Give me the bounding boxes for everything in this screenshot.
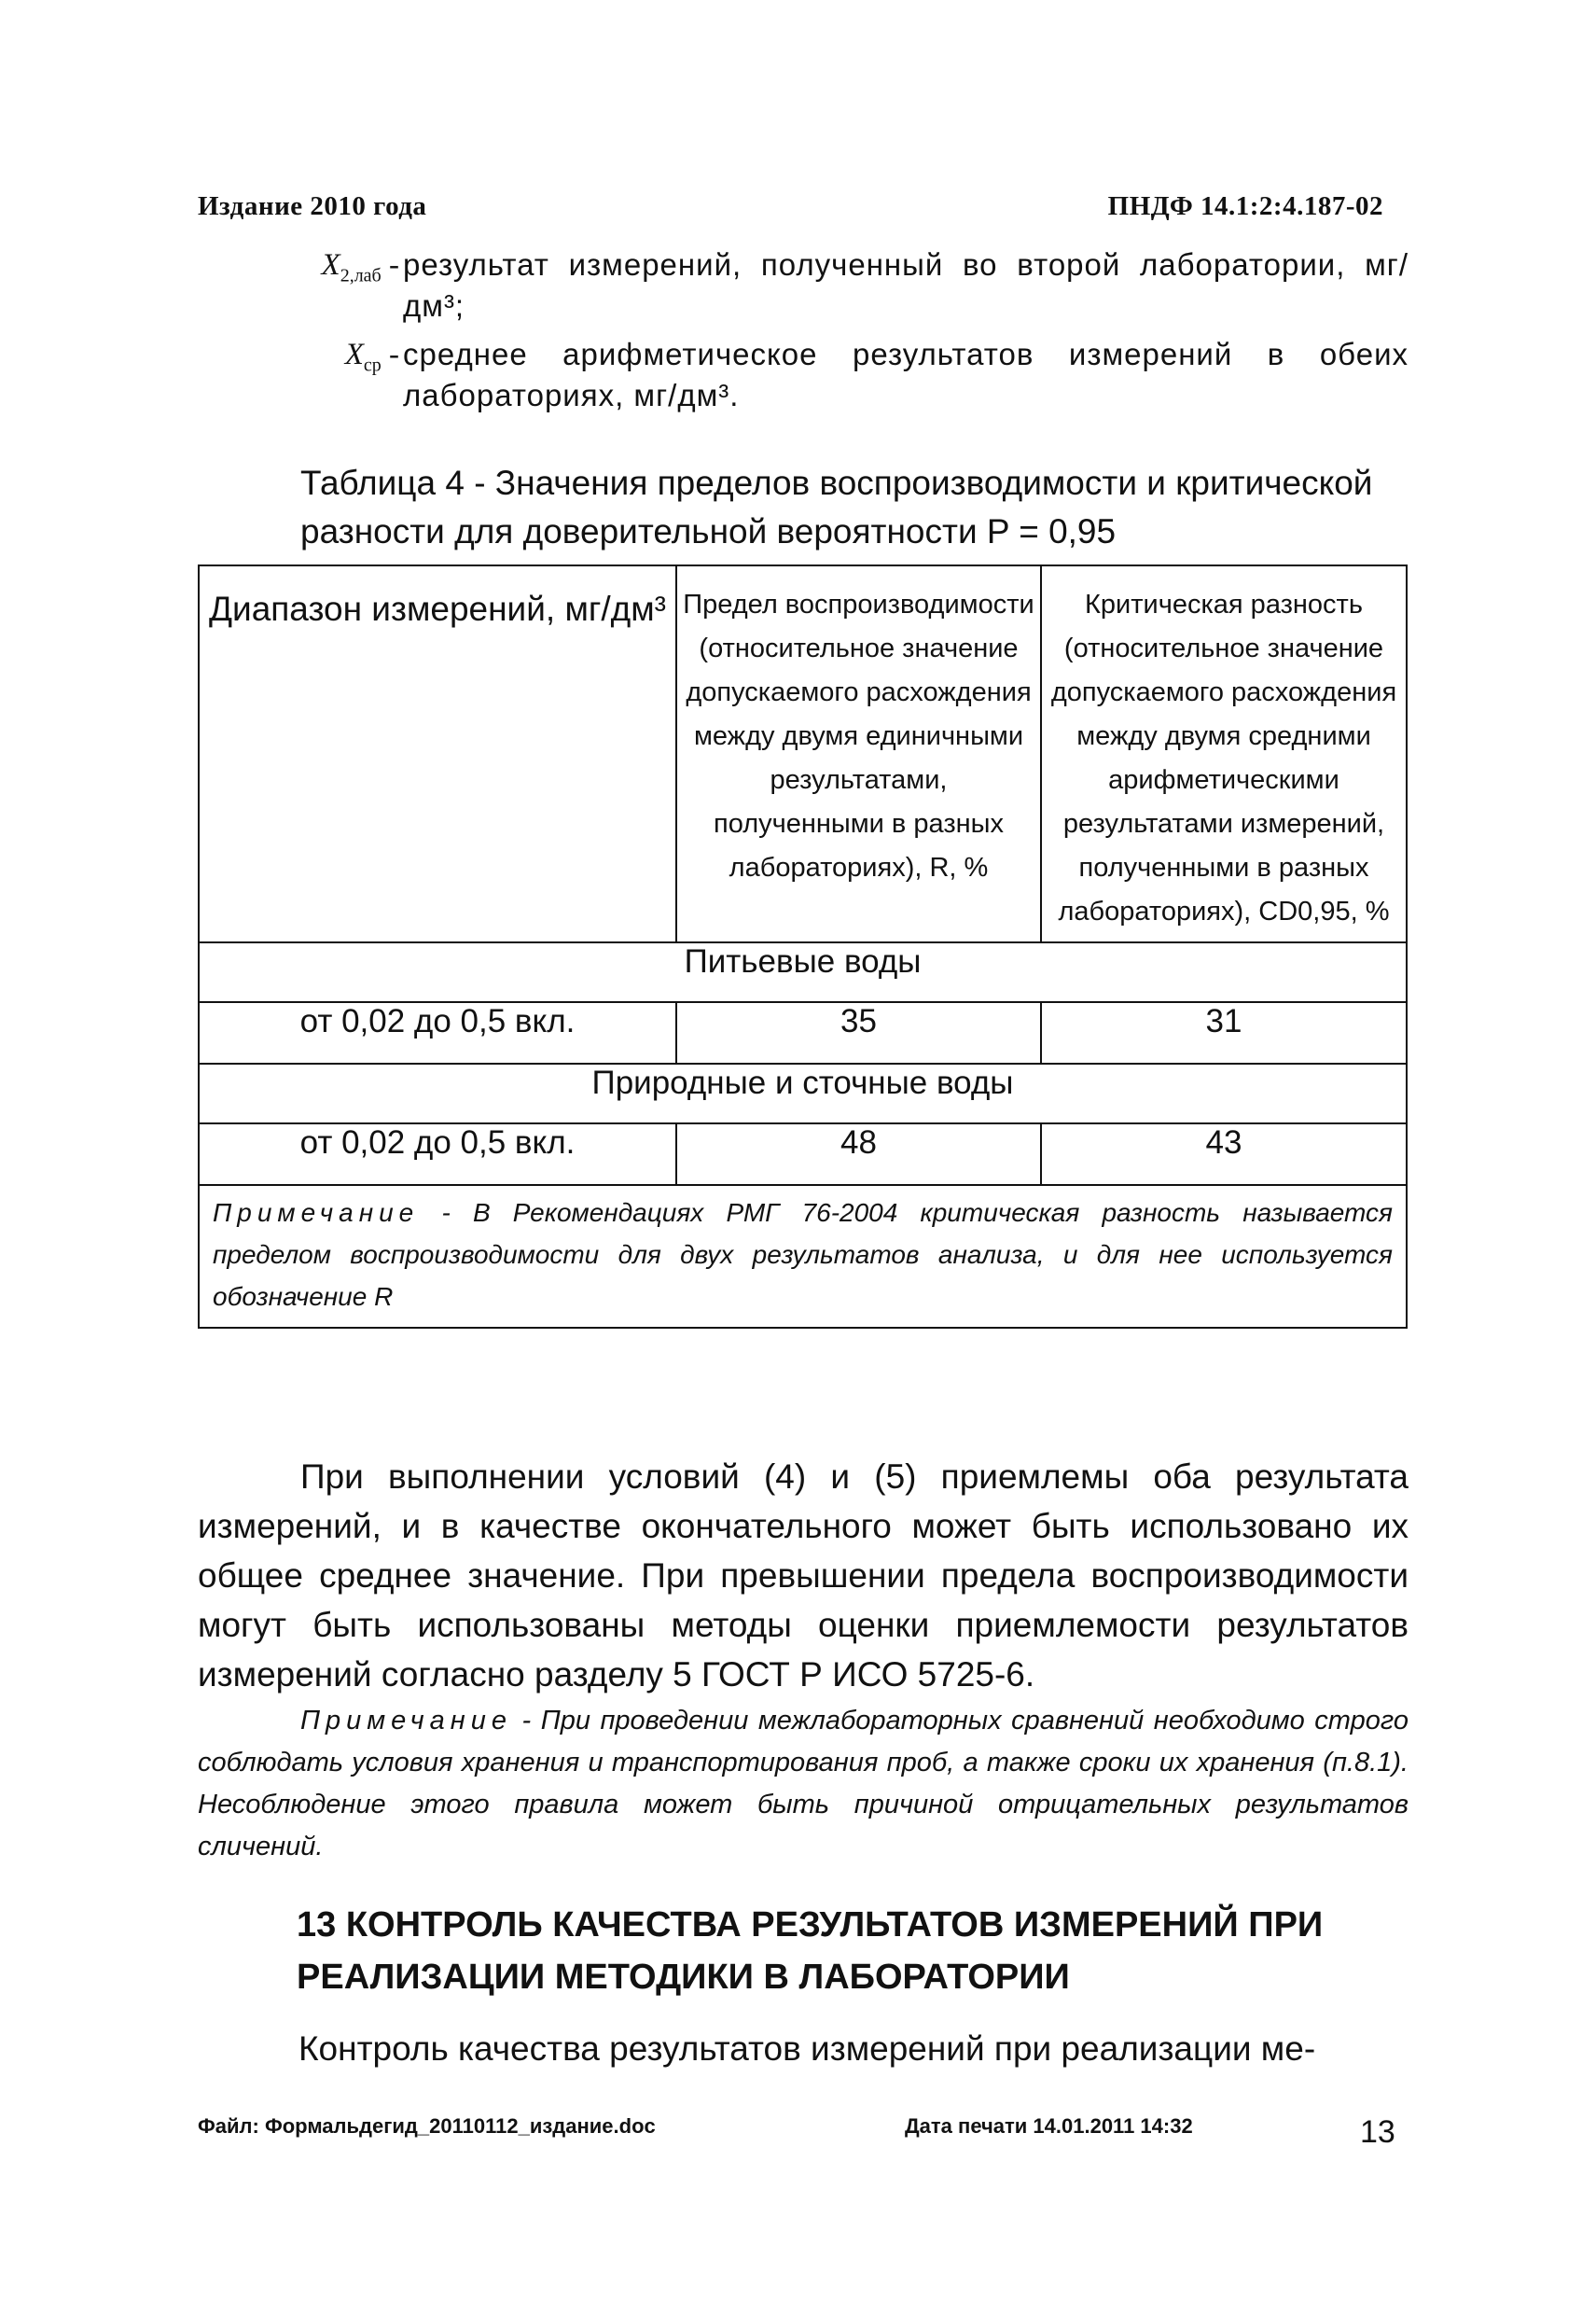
definition-text: результат измерений, полученный во второй лаборатории, мг/дм³; [403, 247, 1409, 323]
header-range: Диапазон измерений, мг/дм³ [199, 565, 676, 942]
cell-r: 35 [676, 1002, 1041, 1064]
header-reproducibility-limit: Предел воспроизводимости (относительное значение допускаемого расхождения между двумя единичными результатами, полученными в разных лабораториях), R, % [676, 565, 1041, 942]
header-document-code: ПНДФ 14.1:2:4.187-02 [1107, 191, 1383, 221]
symbol-definitions [261, 244, 1409, 424]
definition-xcp [261, 334, 1409, 416]
definition-symbol: $X_{ср}$ - [344, 338, 399, 376]
table-group-row [199, 1064, 1407, 1123]
section-heading: 13 КОНТРОЛЬ КАЧЕСТВА РЕЗУЛЬТАТОВ ИЗМЕРЕНИЙ ПРИ РЕАЛИЗАЦИИ МЕТОДИКИ В ЛАБОРАТОРИИ [297, 1905, 1324, 1997]
page-number: 13 [1360, 2114, 1395, 2150]
note-text: - При проведении межлабораторных сравнений необходимо строго соблюдать условия хранения и транспортирования проб, а также сроки их хранения (п.8.1). Несоблюдение этого правила может быть причиной отрицательных результатов сличений. [198, 1706, 1409, 1861]
note-label: Примечание [300, 1706, 513, 1736]
body-paragraph: При выполнении условий (4) и (5) приемлемы оба результата измерений, и в качестве окончательного может быть использовано их общее среднее значение. При превышении предела воспроизводимости могут быть использованы методы оценки приемлемости результатов измерений согласно разделу 5 ГОСТ Р ИСО 5725-6. [198, 1457, 1409, 1694]
table-caption: Таблица 4 - Значения пределов воспроизводимости и критической разности для доверительной вероятности P = 0,95 [300, 464, 1373, 551]
footer-file-name: Файл: Формальдегид_20110112_издание.doc [198, 2114, 656, 2138]
section-first-line: Контроль качества результатов измерений при реализации ме- [298, 2029, 1316, 2068]
definition-x2 [261, 244, 1409, 327]
table-row [199, 1123, 1407, 1185]
cell-range: от 0,02 до 0,5 вкл. [199, 1123, 676, 1185]
definition-symbol: $X_{2,лаб}$ - [321, 248, 399, 286]
header-edition: Издание 2010 года [198, 191, 427, 221]
note-label: Примечание [213, 1198, 420, 1227]
cell-r: 48 [676, 1123, 1041, 1185]
cell-cd: 43 [1041, 1123, 1407, 1185]
group-natural-waste-water: Природные и сточные воды [199, 1064, 1407, 1123]
group-drinking-water: Питьевые воды [199, 942, 1407, 1002]
table-row [199, 1002, 1407, 1064]
table-header-row [199, 565, 1407, 942]
table-group-row [199, 942, 1407, 1002]
table-note [199, 1185, 1407, 1328]
body-note [198, 1700, 1409, 1868]
header-critical-difference: Критическая разность (относительное значение допускаемого расхождения между двумя средними арифметическими результатами измерений, полученными в разных лабораториях), CD0,95, % [1041, 565, 1407, 942]
cell-range: от 0,02 до 0,5 вкл. [199, 1002, 676, 1064]
footer-print-date: Дата печати 14.01.2011 14:32 [905, 2114, 1193, 2138]
cell-cd: 31 [1041, 1002, 1407, 1064]
definition-text: среднее арифметическое результатов измерений в обеих лабораториях, мг/дм³. [403, 337, 1409, 412]
note-text: - В Рекомендациях РМГ 76-2004 критическая разность называется пределом воспроизводимости для двух результатов анализа, и для нее используется обозначение R [213, 1198, 1393, 1311]
table-note-row [199, 1185, 1407, 1328]
reproducibility-table [198, 565, 1408, 1329]
